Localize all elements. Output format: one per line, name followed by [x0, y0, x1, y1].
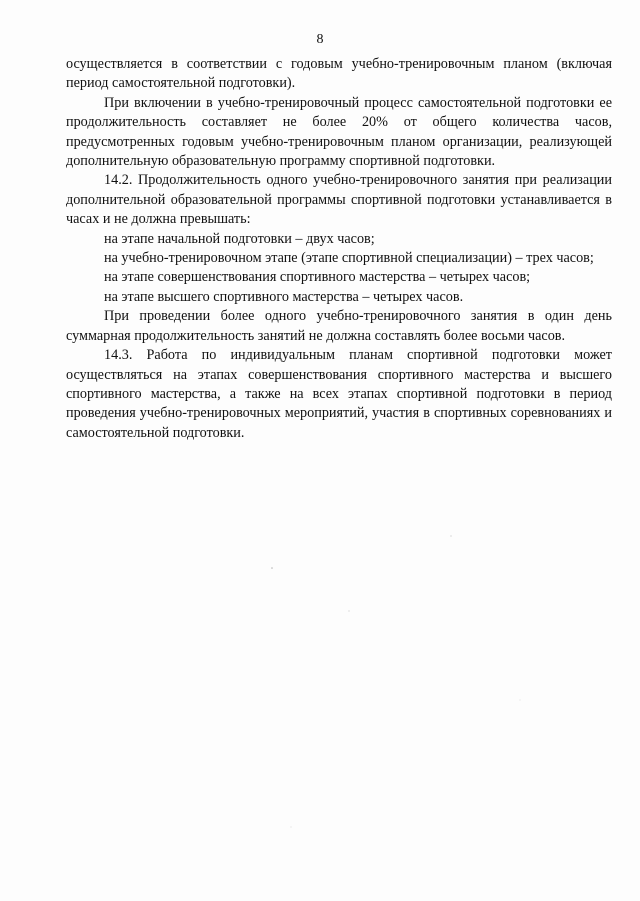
- paragraph-14-3: 14.3. Работа по индивидуальным планам спортивной подготовки может осуществляться на этапах совершенствования спортивного мастерства и высшего спортивного мастерства, а также на всех этапах спортивной подготовки в период проведения учебно-тренировочных мероприятий, участия в спортивных соревнованиях и самостоятельной подготовки.: [66, 347, 612, 441]
- list-item-improvement-stage: на этапе совершенствования спортивного мастерства – четырех часов;: [104, 269, 531, 286]
- list-item-higher-mastery-stage: на этапе высшего спортивного мастерства – четырех часов.: [104, 288, 464, 305]
- page-number: 8: [316, 32, 324, 47]
- document-body: [66, 55, 612, 443]
- paragraph-continuation: осуществляется в соответствии с годовым учебно-тренировочным планом (включая период самостоятельной подготовки).: [66, 56, 612, 92]
- paragraph-independent-training: При включении в учебно-тренировочный процесс самостоятельной подготовки ее продолжительность составляет не более 20% от общего количества часов, предусмотренных годовым учебно-тренировочным планом организации, реализующей дополнительную образовательную программу спортивной подготовки.: [66, 94, 612, 170]
- list-item-training-stage: на учебно-тренировочном этапе (этапе спортивной специализации) – трех часов;: [104, 250, 594, 267]
- paragraph-14-2: 14.2. Продолжительность одного учебно-тренировочного занятия при реализации дополнительной образовательной программы спортивной подготовки устанавливается в часах и не должна превышать:: [66, 172, 612, 228]
- paragraph-daily-limit: При проведении более одного учебно-тренировочного занятия в один день суммарная продолжительность занятий не должна составлять более восьми часов.: [66, 308, 612, 344]
- list-item-initial-stage: на этапе начальной подготовки – двух часов;: [104, 230, 375, 247]
